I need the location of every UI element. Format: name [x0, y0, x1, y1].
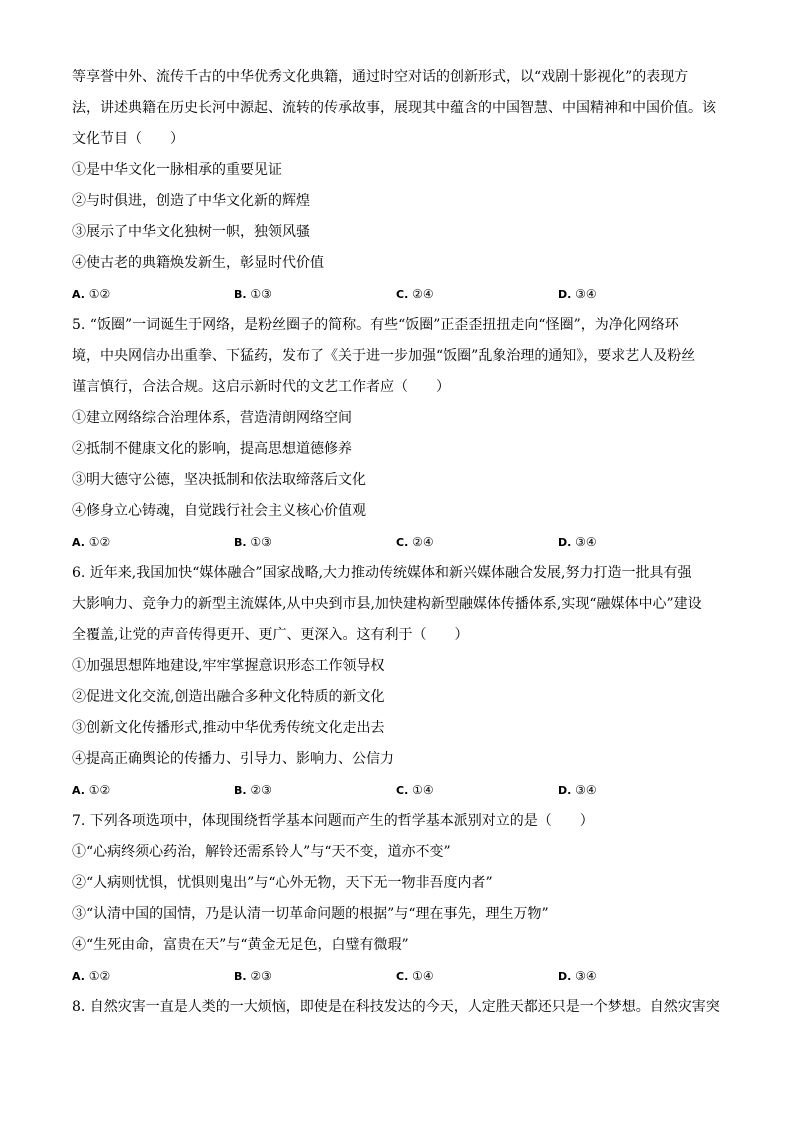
option-a	[72, 775, 234, 806]
option-text: ①③	[250, 535, 272, 549]
option-text: ①②	[88, 535, 111, 549]
question-stem-line: 8. 自然灾害一直是人类的一大烦恼，即使是在科技发达的今天，人定胜天都还只是一个梦想。自然灾害突	[72, 999, 720, 1015]
question-stem-line: 6. 近年来,我国加快“媒体融合”国家战略,大力推动传统媒体和新兴媒体融合发展,努力打造一批具有强	[72, 565, 692, 581]
option-label: C.	[396, 536, 409, 549]
option-label: B.	[234, 536, 247, 549]
option-text: ②④	[412, 287, 434, 301]
option-label: C.	[396, 784, 409, 797]
statement-4: ④“生死由命，富贵在天”与“黄金无足色，白璧有微瑕”	[72, 937, 409, 953]
statement-3: ③创新文化传播形式,推动中华优秀传统文化走出去	[72, 720, 385, 736]
option-label: A.	[72, 970, 85, 983]
option-c	[396, 279, 558, 310]
statement-4: ④修身立心铸魂，自觉践行社会主义核心价值观	[72, 503, 366, 519]
option-d	[558, 775, 720, 806]
question-stem-line: 全覆盖,让党的声音传得更开、更广、更深入。这有利于（ ）	[72, 627, 469, 643]
statement-1: ①是中华文化一脉相承的重要见证	[72, 162, 282, 178]
option-b	[234, 775, 396, 806]
statement-2: ②与时俱进，创造了中华文化新的辉煌	[72, 193, 310, 209]
question-6	[72, 558, 722, 806]
option-a	[72, 279, 234, 310]
statement-3: ③“认清中国的国情，乃是认清一切革命问题的根据”与“理在事先，理生万物”	[72, 906, 549, 922]
question-8	[72, 992, 722, 1023]
option-text: ①②	[88, 783, 111, 797]
option-text: ①②	[88, 969, 111, 983]
option-d	[558, 961, 720, 992]
option-label: D.	[558, 536, 572, 549]
statement-2: ②抵制不健康文化的影响，提高思想道德修养	[72, 441, 352, 457]
statement-2: ②促进文化交流,创造出融合多种文化特质的新文化	[72, 689, 385, 705]
question-stem-line: 7. 下列各项选项中，体现围绕哲学基本问题而产生的哲学基本派别对立的是（ ）	[72, 813, 594, 829]
answer-options	[72, 775, 722, 806]
statement-3: ③明大德守公德，坚决抵制和依法取缔落后文化	[72, 472, 366, 488]
statement-4: ④使古老的典籍焕发新生，彰显时代价值	[72, 255, 324, 271]
option-c	[396, 527, 558, 558]
option-text: ③④	[575, 535, 597, 549]
option-text: ①②	[88, 287, 111, 301]
option-d	[558, 279, 720, 310]
option-label: C.	[396, 288, 409, 301]
option-text: ②③	[250, 783, 272, 797]
question-stem-line: 大影响力、竞争力的新型主流媒体,从中央到市县,加快建构新型融媒体传播体系,实现“融媒体中心”建设	[72, 596, 702, 612]
option-text: ②③	[250, 969, 272, 983]
exam-page	[72, 62, 722, 1023]
option-text: ①③	[250, 287, 272, 301]
option-text: ③④	[575, 783, 597, 797]
statement-3: ③展示了中华文化独树一帜，独领风骚	[72, 224, 310, 240]
question-stem-line: 文化节目（ ）	[72, 131, 184, 147]
answer-options	[72, 279, 722, 310]
option-label: B.	[234, 970, 247, 983]
option-label: D.	[558, 970, 572, 983]
option-label: A.	[72, 536, 85, 549]
statement-4: ④提高正确舆论的传播力、引导力、影响力、公信力	[72, 751, 394, 767]
answer-options	[72, 961, 722, 992]
option-text: ①④	[412, 783, 434, 797]
option-c	[396, 961, 558, 992]
option-label: D.	[558, 288, 572, 301]
option-label: D.	[558, 784, 572, 797]
option-b	[234, 527, 396, 558]
option-a	[72, 961, 234, 992]
question-5	[72, 310, 722, 558]
statement-1: ①加强思想阵地建设,牢牢掌握意识形态工作领导权	[72, 658, 385, 674]
answer-options	[72, 527, 722, 558]
statement-1: ①“心病终须心药治，解铃还需系铃人”与“天不变，道亦不变”	[72, 844, 451, 860]
option-c	[396, 775, 558, 806]
option-b	[234, 279, 396, 310]
question-7	[72, 806, 722, 992]
option-label: B.	[234, 288, 247, 301]
option-d	[558, 527, 720, 558]
option-label: A.	[72, 288, 85, 301]
question-4	[72, 62, 722, 310]
option-text: ②④	[412, 535, 434, 549]
option-text: ①④	[412, 969, 434, 983]
option-text: ③④	[575, 969, 597, 983]
option-a	[72, 527, 234, 558]
question-stem-line: 境，中央网信办出重拳、下猛药，发布了《关于进一步加强“饭圈”乱象治理的通知》，要求艺人及粉丝	[72, 348, 696, 364]
question-stem-line: 法，讲述典籍在历史长河中源起、流转的传承故事，展现其中蕴含的中国智慧、中国精神和中国价值。该	[72, 100, 716, 116]
statement-1: ①建立网络综合治理体系，营造清朗网络空间	[72, 410, 352, 426]
option-text: ③④	[575, 287, 597, 301]
question-stem-line: 谨言慎行，合法合规。这启示新时代的文艺工作者应（ ）	[72, 379, 450, 395]
option-label: A.	[72, 784, 85, 797]
statement-2: ②“人病则忧惧，忧惧则鬼出”与“心外无物，天下无一物非吾度内者”	[72, 875, 493, 891]
question-stem-line: 等享誉中外、流传千古的中华优秀文化典籍，通过时空对话的创新形式，以“戏剧十影视化”的表现方	[72, 69, 689, 85]
option-label: B.	[234, 784, 247, 797]
question-stem-line: 5. “饭圈”一词诞生于网络，是粉丝圈子的简称。有些“饭圈”正歪歪扭扭走向“怪圈”，为净化网络环	[72, 317, 679, 333]
option-label: C.	[396, 970, 409, 983]
option-b	[234, 961, 396, 992]
